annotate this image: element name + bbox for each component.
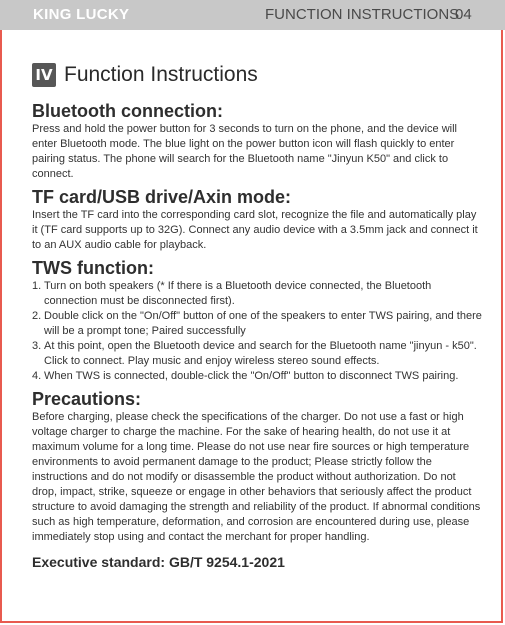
- list-item: 4. When TWS is connected, double-click the "On/Off" button to disconnect TWS pairing.: [32, 370, 459, 382]
- tws-heading: TWS function:: [32, 258, 154, 278]
- list-item: 1. Turn on both speakers (* If there is a Bluetooth device connected, the Bluetooth connection must be disconnected first).: [32, 280, 432, 307]
- section-number-badge: IV: [32, 63, 56, 87]
- bluetooth-heading: Bluetooth connection:: [32, 101, 223, 121]
- precautions-paragraph: Before charging, please check the specifications of the charger. Do not use a fast or high voltage charger to charge the machine. For the sake of hearing health, do not use it at maximum volume for a long time. Please do not use near fire sources or high temperature environments to avoid permanent damage to the product; Please strictly follow the instructions and do not modify or disassemble the product without authorization. Do not drop, impact, strike, squeeze or engage in other behaviors that seriously affect the product structure to avoid damaging the strength and reliability of the product. If abnormal conditions such as high temperature, deformation, and corrosion are encountered during use, please immediately stop using and contact the merchant for proper handling.: [32, 411, 481, 543]
- precautions-heading: Precautions:: [32, 389, 142, 409]
- bluetooth-paragraph: Press and hold the power button for 3 seconds to turn on the phone, and the device will enter Bluetooth mode. The blue light on the power button icon will flash quickly to enter pairing status. The phone will search for the Bluetooth name "Jinyun K50" and click to connect.: [32, 123, 457, 180]
- page-content: [32, 62, 482, 571]
- list-item: 2. Double click on the "On/Off" button of one of the speakers to enter TWS pairing, and there will be a prompt tone; Paired successfully: [32, 310, 482, 337]
- section-title: [32, 62, 482, 88]
- list-item: 3. At this point, open the Bluetooth device and search for the Bluetooth name "jinyun - k50". Click to connect. Play music and enjoy wireless stereo sound effects.: [32, 340, 477, 367]
- header-title: FUNCTION INSTRUCTIONS: [265, 6, 460, 23]
- page-number: 04: [455, 6, 472, 23]
- brand-logo-text: KING LUCKY: [33, 6, 130, 23]
- page-header: [0, 0, 505, 30]
- section-title-text: Function Instructions: [64, 63, 258, 86]
- tf-heading: TF card/USB drive/Axin mode:: [32, 187, 292, 207]
- tf-paragraph: Insert the TF card into the corresponding card slot, recognize the file and automatically play it (TF card supports up to 32G). Connect any audio device with a 3.5mm jack and connect it to an AUX audio cable for playback.: [32, 209, 478, 251]
- executive-standard: Executive standard: GB/T 9254.1-2021: [32, 554, 285, 570]
- tws-list: [32, 279, 482, 384]
